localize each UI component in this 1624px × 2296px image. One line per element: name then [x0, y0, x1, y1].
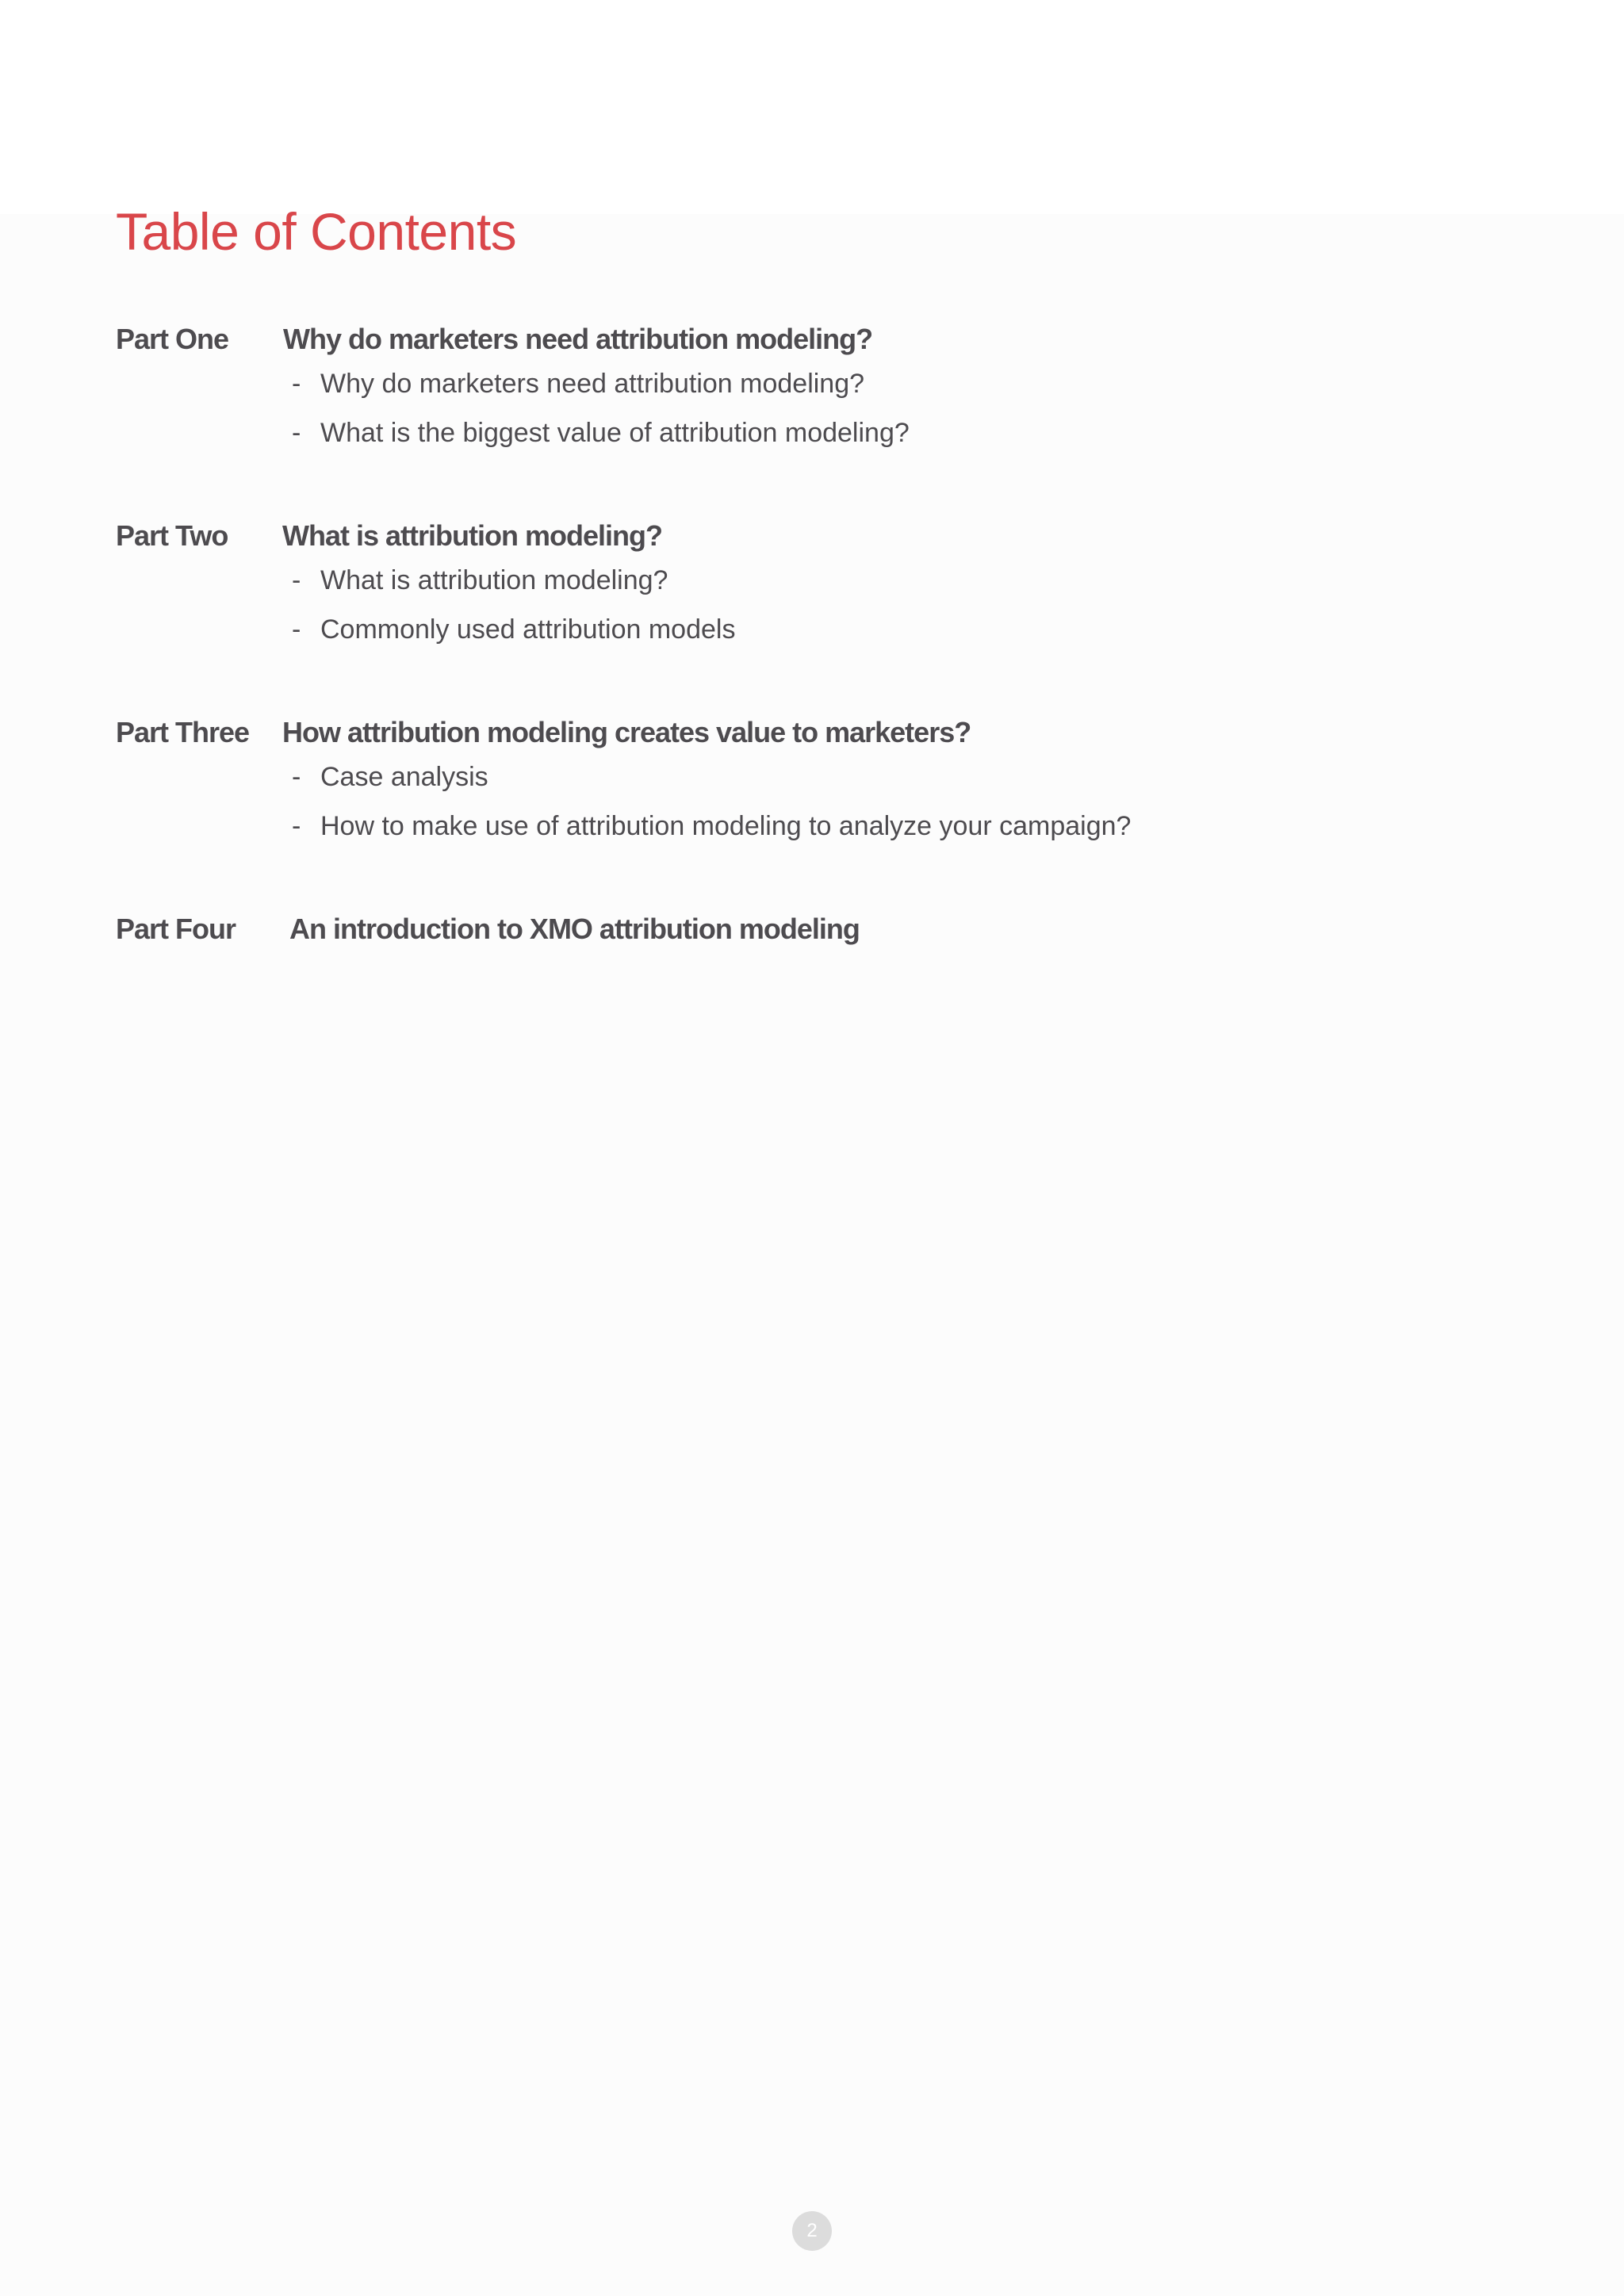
part-label: Part Three [116, 716, 250, 748]
part-heading: What is attribution modeling? [282, 519, 662, 552]
dash-bullet: - [292, 811, 301, 841]
part-label: Part Two [116, 519, 228, 552]
part-label: Part Four [116, 913, 236, 945]
toc-part-three [116, 713, 1464, 851]
page-number-badge: 2 [792, 2211, 832, 2251]
subitem-text: Commonly used attribution models [320, 614, 736, 645]
toc-part-two [116, 516, 1464, 654]
part-heading: An introduction to XMO attribution modeling [289, 913, 860, 945]
list-item [116, 802, 1464, 851]
subitem-text: How to make use of attribution modeling to analyze your campaign? [320, 811, 1132, 841]
list-item [116, 605, 1464, 654]
subitem-list [116, 359, 1464, 457]
toc-part-four [116, 909, 1464, 949]
subitem-text: What is attribution modeling? [320, 565, 668, 595]
list-item [116, 752, 1464, 802]
dash-bullet: - [292, 418, 301, 448]
dash-bullet: - [292, 614, 301, 645]
list-item [116, 359, 1464, 408]
part-heading: How attribution modeling creates value to marketers? [282, 716, 971, 748]
toc-part-one [116, 320, 1464, 457]
part-label: Part One [116, 323, 229, 355]
subitem-text: Case analysis [320, 762, 488, 792]
page-title: Table of Contents [116, 202, 517, 261]
subitem-text: Why do marketers need attribution modeling? [320, 369, 865, 399]
part-heading: Why do marketers need attribution modeling? [283, 323, 873, 355]
dash-bullet: - [292, 565, 301, 595]
subitem-text: What is the biggest value of attribution modeling? [320, 418, 910, 448]
list-item [116, 556, 1464, 605]
subitem-list [116, 752, 1464, 851]
list-item [116, 408, 1464, 457]
dash-bullet: - [292, 762, 301, 792]
dash-bullet: - [292, 369, 301, 399]
subitem-list [116, 556, 1464, 654]
